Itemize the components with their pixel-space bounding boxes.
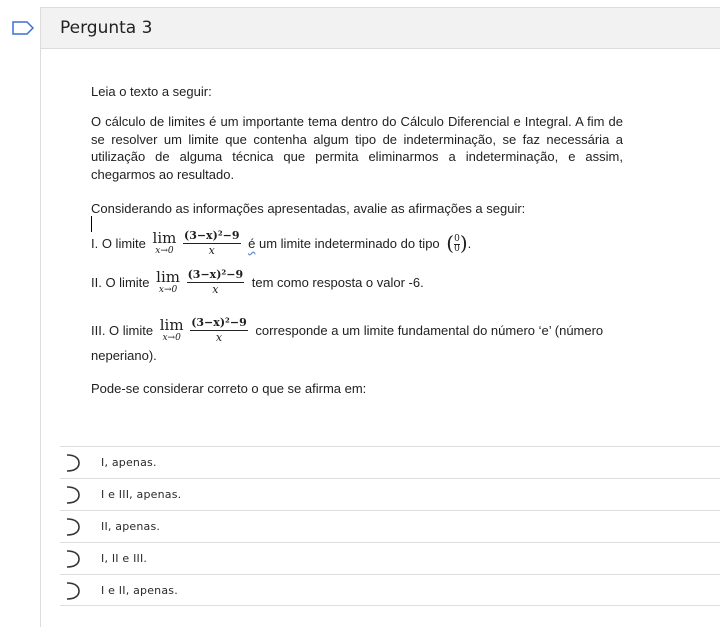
form-top: 0: [454, 234, 460, 244]
answer-option[interactable]: [60, 574, 720, 606]
statement-1-prefix: I. O limite: [91, 235, 146, 251]
radio-icon[interactable]: [64, 485, 82, 505]
limit-subscript: x→0: [155, 245, 174, 256]
answer-options: [60, 446, 720, 606]
radio-icon[interactable]: [64, 453, 82, 473]
statement-3-fraction: [190, 316, 248, 344]
statement-2-prefix: II. O limite: [91, 274, 150, 290]
form-bottom: 0: [454, 244, 460, 254]
statement-3-continuation: neperiano).: [91, 348, 157, 363]
flag-question-icon[interactable]: [12, 21, 34, 35]
statement-2: [91, 268, 424, 296]
radio-icon[interactable]: [64, 517, 82, 537]
answer-option-label: I e II, apenas.: [101, 584, 178, 597]
statement-1: [91, 229, 471, 257]
fraction-numerator: (3−x)²−9: [183, 229, 240, 242]
statement-1-tail: .: [467, 235, 472, 251]
answer-option[interactable]: [60, 446, 720, 478]
fraction-numerator: (3−x)²−9: [191, 316, 247, 329]
answer-option[interactable]: [60, 478, 720, 510]
statement-1-verb: é: [248, 235, 256, 251]
fraction-denominator: x: [208, 244, 215, 257]
answer-option-label: I e III, apenas.: [101, 488, 182, 501]
statement-1-limit: [152, 228, 177, 256]
limit-subscript: x→0: [162, 332, 181, 343]
statement-2-fraction: [187, 268, 245, 296]
limit-operator: lim: [156, 267, 180, 286]
question-header: [40, 7, 720, 49]
fraction-numerator: (3−x)²−9: [187, 268, 244, 281]
answer-option-label: I, II e III.: [101, 552, 148, 565]
fraction-denominator: x: [215, 331, 223, 344]
radio-icon[interactable]: [64, 549, 82, 569]
limit-operator: lim: [159, 315, 184, 334]
question-consider: Considerando as informações apresentadas, avalie as afirmações a seguir:: [91, 201, 526, 216]
statement-3-prefix: III. O limite: [91, 322, 154, 338]
answer-option-label: II, apenas.: [101, 520, 161, 533]
fraction-denominator: x: [212, 283, 219, 296]
answer-option[interactable]: [60, 510, 720, 542]
question-body: O cálculo de limites é um importante tema dentro do Cálculo Diferencial e Integral. A fim de se resolver um limite que contenha algum tipo de indeterminação, se faz necessária a utilização de alguma técnica que permita eliminarmos a indeterminação, e assim, chegarmos ao resultado.: [91, 114, 623, 182]
statement-1-suffix: um limite indeterminado do tipo: [259, 235, 440, 251]
limit-operator: lim: [152, 228, 177, 247]
statement-2-limit: [156, 267, 180, 295]
radio-icon[interactable]: [64, 581, 82, 601]
answer-option[interactable]: [60, 542, 720, 574]
answer-option-label: I, apenas.: [101, 456, 157, 469]
question-lead: Leia o texto a seguir:: [91, 84, 212, 99]
statement-3-limit: [159, 315, 184, 343]
statement-3-suffix: corresponde a um limite fundamental do número ‘e’ (número: [255, 322, 604, 338]
question-prompt: Pode-se considerar correto o que se afirma em:: [91, 381, 367, 396]
content-divider: [40, 49, 41, 627]
statement-2-suffix: tem como resposta o valor -6.: [251, 274, 424, 290]
statement-1-indeterminate-form: ( $\frac{0}{0}$ ): [446, 231, 468, 255]
statement-1-fraction: [183, 229, 241, 257]
question-title: Pergunta 3: [60, 18, 153, 38]
statement-3: [91, 316, 603, 344]
limit-subscript: x→0: [158, 284, 178, 295]
